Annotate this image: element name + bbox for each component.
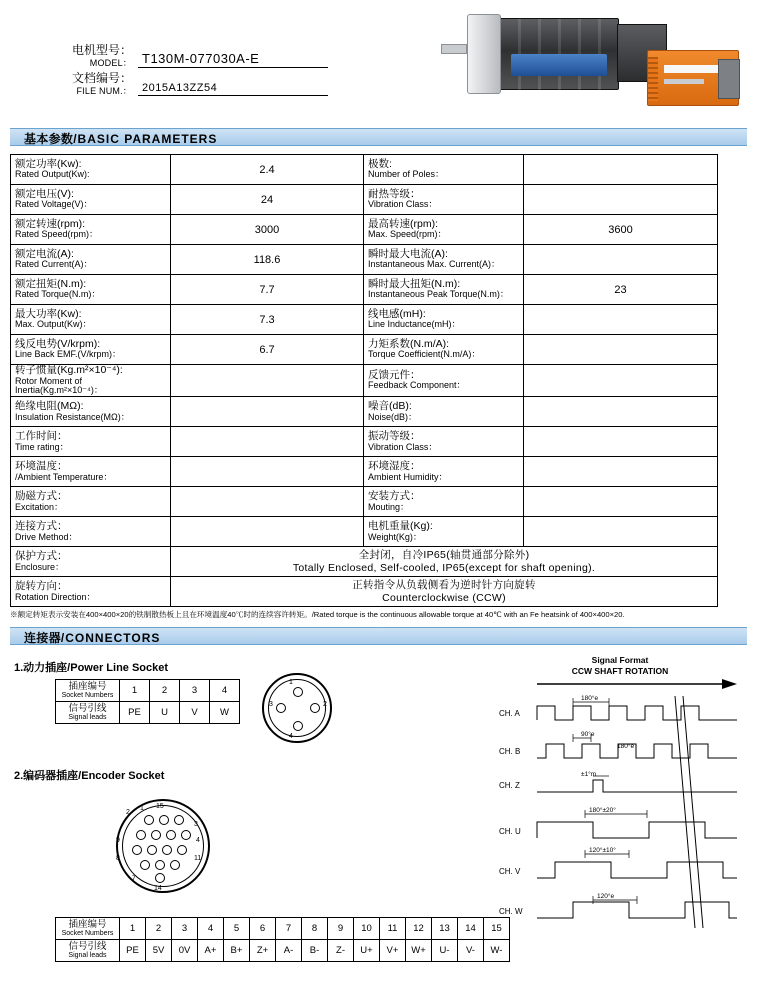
table-row: [11, 457, 718, 487]
param-label-right-en: Feedback Component：: [368, 380, 466, 391]
param-label-right-en: Noise(dB)：: [368, 411, 418, 422]
encoder-pin-table-wrap: [55, 917, 510, 962]
pin-lead-cell: W-: [484, 940, 510, 962]
param-value-left: [171, 397, 364, 427]
file-label: [46, 72, 138, 96]
param-label-right: [364, 335, 524, 365]
param-label-right-en: Instantaneous Max. Current(A)：: [368, 259, 501, 270]
param-value-right: [524, 245, 718, 275]
table-row: [56, 702, 240, 724]
pin-number-cell: 9: [328, 918, 354, 940]
param-label-left-cn: 环境温度：: [15, 460, 68, 473]
param-label-left-en: Drive Method：: [15, 531, 78, 542]
param-label-left: [11, 577, 171, 607]
param-label-left: [11, 487, 171, 517]
table-row: [11, 215, 718, 245]
pin-row-header-en: Socket Numbers: [61, 930, 114, 938]
table-row: [56, 940, 510, 962]
param-value-left: [171, 457, 364, 487]
param-label-right-cn: 力矩系数(N.m/A):: [368, 337, 450, 350]
svg-text:120°e: 120°e: [597, 892, 615, 900]
param-label-right: [364, 365, 524, 397]
document-header: [0, 0, 757, 128]
param-label-right: [364, 427, 524, 457]
pin-row-header: [56, 918, 120, 940]
table-row: [11, 275, 718, 305]
param-value-right: [524, 457, 718, 487]
svg-text:180°e: 180°e: [581, 694, 599, 702]
param-value-left: 2.4: [171, 155, 364, 185]
section-connectors-title-cn: 连接器: [24, 631, 61, 646]
pin-number-cell: 3: [180, 680, 210, 702]
param-value-left: [171, 427, 364, 457]
param-label-left: [11, 427, 171, 457]
param-value-left: 7.3: [171, 305, 364, 335]
param-value-left: 118.6: [171, 245, 364, 275]
param-label-left-cn: 绝缘电阻(MΩ):: [15, 400, 84, 413]
param-label-right-cn: 电机重量(Kg):: [368, 520, 433, 533]
product-photo: [459, 2, 749, 124]
section-basic-parameters: [10, 128, 747, 146]
waveform-svg: [497, 676, 743, 938]
lead-row-header-en: Signal leads: [68, 952, 107, 960]
pin-lead-cell: Z-: [328, 940, 354, 962]
file-value: 2015A13ZZ54: [138, 82, 328, 96]
svg-text:±1°m: ±1°m: [581, 770, 597, 778]
section-connectors-title: [24, 629, 160, 646]
param-label-left-cn: 额定转速(rpm):: [15, 217, 85, 230]
param-label-right-cn: 安装方式：: [368, 490, 421, 503]
table-row: [11, 155, 718, 185]
table-row: [11, 365, 718, 397]
svg-text:CH. U: CH. U: [499, 826, 521, 836]
pin-number-cell: 2: [146, 918, 172, 940]
param-label-left-cn: 连接方式：: [15, 520, 68, 533]
basic-parameters-table: [10, 154, 718, 607]
pin-number-cell: 10: [354, 918, 380, 940]
param-value-left: 3000: [171, 215, 364, 245]
pin-row-header: [56, 680, 120, 702]
pin-number-cell: 12: [406, 918, 432, 940]
param-label-left-en: Rated Torque(N.m)：: [15, 289, 101, 300]
param-label-left-cn: 额定功率(Kw):: [15, 157, 82, 170]
model-label-en: MODEL：: [89, 57, 132, 68]
param-label-right-cn: 环境湿度：: [368, 460, 421, 473]
encoder-pin-table: [55, 917, 510, 962]
param-label-right: [364, 397, 524, 427]
model-info-block: [46, 44, 366, 100]
param-value-left: 7.7: [171, 275, 364, 305]
power-pin-table: [55, 679, 240, 724]
param-value-left: [171, 517, 364, 547]
pin-number-cell: 1: [120, 680, 150, 702]
svg-text:120°±10°: 120°±10°: [589, 846, 616, 854]
svg-text:CH. V: CH. V: [499, 866, 521, 876]
param-label-right-cn: 耐热等级：: [368, 187, 421, 200]
param-value-right: [524, 517, 718, 547]
param-label-left-en: Rated Current(A)：: [15, 259, 93, 270]
param-label-left: [11, 517, 171, 547]
param-value-right: [524, 335, 718, 365]
model-row: [46, 44, 366, 68]
drive-unit-image: [647, 50, 739, 106]
param-label-right-en: Ambient Humidity：: [368, 471, 448, 482]
encoder-socket-drawing: 2 1 15 3 4 9 8 11 7 14: [110, 793, 230, 903]
pin-number-cell: 15: [484, 918, 510, 940]
svg-text:CH. A: CH. A: [499, 708, 520, 718]
param-label-left: [11, 185, 171, 215]
param-label-right-en: Torque Coefficient(N.m/A)：: [368, 349, 481, 360]
waveform-title-line1: Signal Format: [591, 655, 649, 666]
pin-number-cell: 4: [198, 918, 224, 940]
table-row: [11, 487, 718, 517]
param-label-right-en: Instantaneous Peak Torque(N.m)：: [368, 289, 509, 300]
motor-label-image: [511, 54, 607, 76]
table-row: [11, 397, 718, 427]
file-label-en: FILE NUM.：: [76, 85, 132, 96]
table-row: [11, 427, 718, 457]
param-label-right-cn: 线电感(mH):: [368, 307, 426, 320]
file-label-cn: 文档编号：: [71, 71, 132, 86]
svg-text:90°e: 90°e: [581, 730, 595, 738]
param-label-right-cn: 瞬时最大扭矩(N.m):: [368, 277, 461, 290]
param-label-left: [11, 215, 171, 245]
pin-row-header-cn: 插座编号: [68, 919, 107, 931]
encoder-socket-title: 2.编码器插座/Encoder Socket: [14, 770, 165, 783]
pin-lead-cell: V+: [380, 940, 406, 962]
pin-lead-cell: 0V: [172, 940, 198, 962]
param-label-left-cn: 额定扭矩(N.m):: [15, 277, 87, 290]
pin-lead-cell: Z+: [250, 940, 276, 962]
pin-lead-cell: V-: [458, 940, 484, 962]
param-value-right: [524, 155, 718, 185]
param-label-right-en: Weight(Kg)：: [368, 531, 422, 542]
lead-row-header-cn: 信号引线: [68, 703, 107, 715]
pin-number-cell: 11: [380, 918, 406, 940]
pin-lead-cell: B+: [224, 940, 250, 962]
param-value-wide: [171, 547, 718, 577]
param-value-right: [524, 487, 718, 517]
table-row: [56, 918, 510, 940]
pin-lead-cell: U-: [432, 940, 458, 962]
param-label-left-cn: 励磁方式：: [15, 490, 68, 503]
waveform-title-line2: CCW SHAFT ROTATION: [571, 665, 669, 676]
connectors-area: [0, 655, 757, 985]
param-label-left-en: Insulation Resistance(MΩ)：: [15, 411, 130, 422]
pin-number-cell: 3: [172, 918, 198, 940]
pin-lead-cell: A-: [276, 940, 302, 962]
pin-lead-cell: 5V: [146, 940, 172, 962]
param-label-left: [11, 245, 171, 275]
param-label-left-cn: 保护方式：: [15, 550, 68, 563]
param-label-left-en: Max. Output(Kw)：: [15, 319, 92, 330]
param-value-right: [524, 365, 718, 397]
param-value-right: 3600: [524, 215, 718, 245]
pin-row-header-en: Socket Numbers: [61, 692, 114, 700]
param-label-right-en: Number of Poles：: [368, 169, 445, 180]
param-label-left-en: Rated Speed(rpm)：: [15, 229, 99, 240]
table-row: [11, 577, 718, 607]
table-row: [11, 335, 718, 365]
param-label-right: [364, 275, 524, 305]
param-label-right-cn: 振动等级：: [368, 430, 421, 443]
param-label-left-cn: 线反电势(V/krpm):: [15, 337, 101, 350]
param-label-right: [364, 487, 524, 517]
param-label-left-cn: 额定电流(A):: [15, 247, 74, 260]
param-label-left-cn: 旋转方向：: [15, 580, 68, 593]
param-value-wide: [171, 577, 718, 607]
param-label-left-en: Rotor Moment of Inertia(Kg.m²×10⁻⁴)：: [15, 375, 103, 396]
pin-number-cell: 1: [120, 918, 146, 940]
param-value-right: 23: [524, 275, 718, 305]
param-label-left-cn: 最大功率(Kw):: [15, 307, 82, 320]
model-label-cn: 电机型号：: [71, 43, 132, 57]
pin-number-cell: 4: [210, 680, 240, 702]
param-label-right: [364, 185, 524, 215]
power-pin-table-wrap: [55, 679, 240, 724]
pin-lead-cell: U+: [354, 940, 380, 962]
table-row: [11, 305, 718, 335]
param-label-left: [11, 275, 171, 305]
table-row: [11, 547, 718, 577]
lead-row-header: [56, 940, 120, 962]
table-row: [11, 245, 718, 275]
param-label-left: [11, 457, 171, 487]
model-label: [46, 44, 138, 68]
pin-lead-cell: B-: [302, 940, 328, 962]
svg-text:180°±20°: 180°±20°: [589, 806, 616, 814]
param-label-right: [364, 457, 524, 487]
param-value-left: [171, 487, 364, 517]
table-row: [11, 185, 718, 215]
pin-number-cell: 13: [432, 918, 458, 940]
file-row: [46, 72, 366, 96]
motor-flange-image: [467, 14, 501, 94]
param-label-left-en: Rotation Direction：: [15, 591, 96, 602]
section-basic-title-en: /BASIC PARAMETERS: [73, 132, 218, 146]
param-label-left-en: Rated Output(Kw):: [15, 169, 90, 180]
svg-text:CH. Z: CH. Z: [499, 780, 520, 790]
param-label-right: [364, 215, 524, 245]
pin-lead-cell: U: [150, 702, 180, 724]
pin-lead-cell: W: [210, 702, 240, 724]
svg-text:CH. B: CH. B: [499, 746, 521, 756]
svg-text:180°e: 180°e: [617, 742, 635, 750]
section-basic-title: [24, 130, 217, 147]
param-label-right-en: Line Inductance(mH)：: [368, 319, 461, 330]
param-label-right-cn: 最高转速(rpm):: [368, 217, 438, 230]
param-label-left: [11, 305, 171, 335]
param-label-left-en: Enclosure：: [15, 561, 65, 572]
pin-lead-cell: A+: [198, 940, 224, 962]
param-value-right: [524, 185, 718, 215]
param-value-wide-cn: 正转指令从负载侧看为逆时针方向旋转: [352, 578, 536, 591]
motor-shaft-image: [441, 44, 467, 54]
lead-row-header: [56, 702, 120, 724]
pin-lead-cell: W+: [406, 940, 432, 962]
param-label-right-cn: 瞬时最大电流(A):: [368, 247, 448, 260]
param-label-right-en: Max. Speed(rpm)：: [368, 229, 447, 240]
param-label-left: [11, 155, 171, 185]
param-value-wide-cn: 全封闭，自冷IP65(轴贯通部分除外): [358, 548, 530, 561]
param-label-right-en: Mouting：: [368, 501, 410, 512]
pin-number-cell: 7: [276, 918, 302, 940]
power-socket-drawing: 1 3 2 4: [258, 669, 338, 749]
param-label-right-en: Vibration Class：: [368, 199, 438, 210]
svg-text:CH. W: CH. W: [499, 906, 523, 916]
param-label-left-en: Rated Voltage(V)：: [15, 199, 93, 210]
pin-row-header-cn: 插座编号: [68, 681, 107, 693]
pin-lead-cell: V: [180, 702, 210, 724]
rated-torque-footnote: ※额定转矩表示安装在400×400×20的铁制散热板上且在环境温度40℃时的连续容许转矩。/Rated torque is the continuous allowable torque at 40℃ with an Fe heatsink of 400×400×20.: [10, 610, 625, 620]
param-label-right-cn: 反馈元件：: [368, 368, 421, 381]
section-connectors-title-en: /CONNECTORS: [60, 631, 161, 646]
lead-row-header-cn: 信号引线: [68, 941, 107, 953]
lead-row-header-en: Signal leads: [68, 714, 107, 722]
param-value-left: 24: [171, 185, 364, 215]
param-label-left-en: Time rating：: [15, 441, 69, 452]
power-socket-title: 1.动力插座/Power Line Socket: [14, 662, 169, 675]
param-label-right-en: Vibration Class：: [368, 441, 438, 452]
pin-number-cell: 8: [302, 918, 328, 940]
param-label-left-en: /Ambient Temperature：: [15, 471, 113, 482]
param-label-right-cn: 噪音(dB):: [368, 400, 412, 413]
param-value-left: [171, 365, 364, 397]
pin-number-cell: 6: [250, 918, 276, 940]
pin-lead-cell: PE: [120, 702, 150, 724]
param-value-left: 6.7: [171, 335, 364, 365]
param-value-right: [524, 305, 718, 335]
table-row: [11, 517, 718, 547]
param-value-right: [524, 397, 718, 427]
pin-number-cell: 5: [224, 918, 250, 940]
param-label-left-en: Excitation：: [15, 501, 64, 512]
param-label-left: [11, 365, 171, 397]
param-value-wide-en: Totally Enclosed, Self-cooled, IP65(except for shaft opening).: [292, 561, 596, 574]
signal-format-diagram: [497, 655, 743, 945]
pin-number-cell: 14: [458, 918, 484, 940]
param-label-left-cn: 额定电压(V):: [15, 187, 74, 200]
table-row: [56, 680, 240, 702]
param-label-left-cn: 转子惯量(Kg.m²×10⁻⁴):: [15, 364, 123, 376]
param-label-left-cn: 工作时间：: [15, 430, 68, 443]
param-label-left: [11, 547, 171, 577]
section-connectors: [10, 627, 747, 645]
param-value-wide-en: Counterclockwise (CCW): [382, 591, 506, 604]
param-label-left-en: Line Back EMF.(V/krpm)：: [15, 349, 122, 360]
param-label-left: [11, 397, 171, 427]
param-label-right: [364, 305, 524, 335]
param-label-right: [364, 245, 524, 275]
param-label-right: [364, 155, 524, 185]
param-label-left: [11, 335, 171, 365]
section-basic-title-cn: 基本参数: [24, 132, 74, 146]
param-value-right: [524, 427, 718, 457]
pin-lead-cell: PE: [120, 940, 146, 962]
param-label-right: [364, 517, 524, 547]
model-value: T130M-077030A-E: [138, 51, 328, 68]
pin-number-cell: 2: [150, 680, 180, 702]
param-label-right-cn: 极数:: [368, 157, 392, 170]
